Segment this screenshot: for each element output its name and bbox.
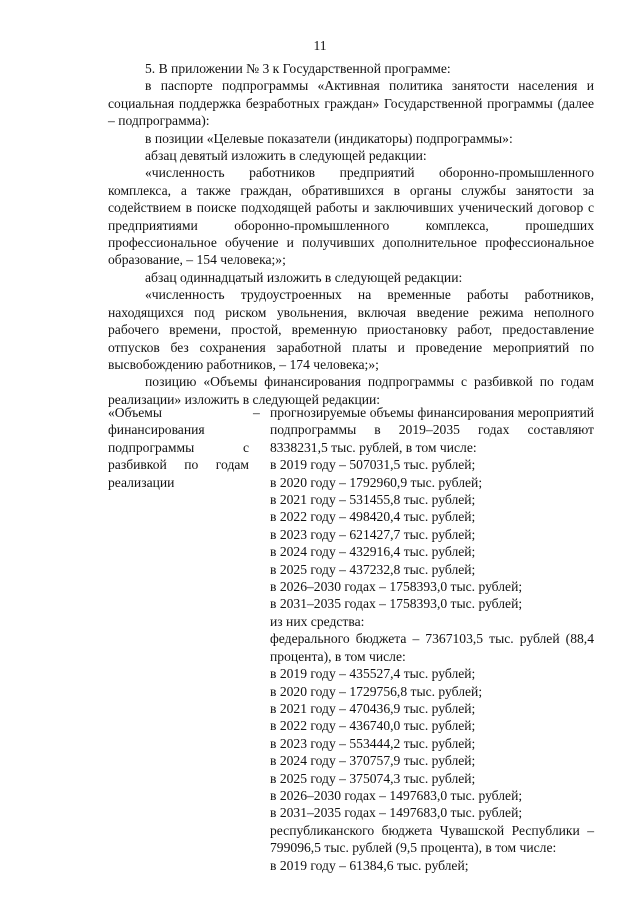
financing-sources-heading: из них средства: xyxy=(270,613,365,629)
paragraph-eleventh-clause: абзац одиннадцатый изложить в следующей редакции: xyxy=(145,269,463,285)
financing-row: в 2026–2030 годах – 1758393,0 тыс. рублей; xyxy=(270,579,523,595)
financing-row: в 2031–2035 годах – 1758393,0 тыс. рублей; xyxy=(270,596,523,612)
federal-budget-total: федерального бюджета – 7367103,5 тыс. рублей (88,4 процента), в том числе: xyxy=(270,631,594,664)
federal-row: в 2023 году – 553444,2 тыс. рублей; xyxy=(270,735,476,751)
federal-row: в 2022 году – 436740,0 тыс. рублей; xyxy=(270,718,476,734)
document-body xyxy=(108,60,594,408)
financing-values xyxy=(270,404,594,874)
paragraph-eleventh-text: «численность трудоустроенных на временные работы работников, находящихся под риском увольнения, включая введение режима неполного рабочего времени, простой, временную приостановку работ, предоставление отпусков без сохранения заработной платы и проведение мероприятий по высвобождению работников, – 174 человека;»; xyxy=(108,287,594,372)
paragraph-target-indicators: в позиции «Целевые показатели (индикаторы) подпрограммы»: xyxy=(145,130,513,146)
page-number: 11 xyxy=(313,38,327,53)
paragraph-financing-position: позицию «Объемы финансирования подпрограммы с разбивкой по годам реализации» изложить в следующей редакции: xyxy=(108,374,594,407)
financing-row: в 2025 году – 437232,8 тыс. рублей; xyxy=(270,561,476,577)
federal-row: в 2024 году – 370757,9 тыс. рублей; xyxy=(270,753,476,769)
paragraph-item-5: 5. В приложении № 3 к Государственной программе: xyxy=(145,61,451,76)
financing-row: в 2024 году – 432916,4 тыс. рублей; xyxy=(270,544,476,560)
paragraph-ninth-clause: абзац девятый изложить в следующей редакции: xyxy=(145,148,427,164)
federal-row: в 2025 году – 375074,3 тыс. рублей; xyxy=(270,770,476,786)
federal-row: в 2031–2035 годах – 1497683,0 тыс. рублей; xyxy=(270,805,523,821)
federal-row: в 2020 году – 1729756,8 тыс. рублей; xyxy=(270,683,483,699)
paragraph-passport: в паспорте подпрограммы «Активная политика занятости населения и социальная поддержка безработных граждан» Государственной программы (далее – подпрограмма): xyxy=(108,78,594,129)
paragraph-ninth-text: «численность работников предприятий оборонно-промышленного комплекса, а также граждан, обратившихся в органы службы занятости за содействием в поиске подходящей работы и заключивших ученический договор с предприятиями оборонно-промышленного комплекса, прошедших профессиональное обучение и получивших дополнительное профессиональное образование, – 154 человека;»; xyxy=(108,165,594,268)
financing-row: в 2019 году – 507031,5 тыс. рублей; xyxy=(270,457,476,473)
financing-total: прогнозируемые объемы финансирования мероприятий подпрограммы в 2019–2035 годах составляют 8338231,5 тыс. рублей, в том числе: xyxy=(270,405,594,455)
financing-row: в 2023 году – 621427,7 тыс. рублей; xyxy=(270,526,476,542)
federal-row: в 2019 году – 435527,4 тыс. рублей; xyxy=(270,666,476,682)
financing-row: в 2021 году – 531455,8 тыс. рублей; xyxy=(270,492,476,508)
republic-row: в 2019 году – 61384,6 тыс. рублей; xyxy=(270,857,469,873)
federal-row: в 2021 году – 470436,9 тыс. рублей; xyxy=(270,700,476,716)
federal-row: в 2026–2030 годах – 1497683,0 тыс. рублей; xyxy=(270,787,523,803)
financing-row: в 2022 году – 498420,4 тыс. рублей; xyxy=(270,509,476,525)
financing-row: в 2020 году – 1792960,9 тыс. рублей; xyxy=(270,474,483,490)
financing-label: «Объемы финансирования подпрограммы с разбивкой по годам реализации xyxy=(108,405,249,490)
financing-dash: – xyxy=(253,405,260,420)
republic-budget-total: республиканского бюджета Чувашской Республики – 799096,5 тыс. рублей (9,5 процента), в том числе: xyxy=(270,822,594,856)
